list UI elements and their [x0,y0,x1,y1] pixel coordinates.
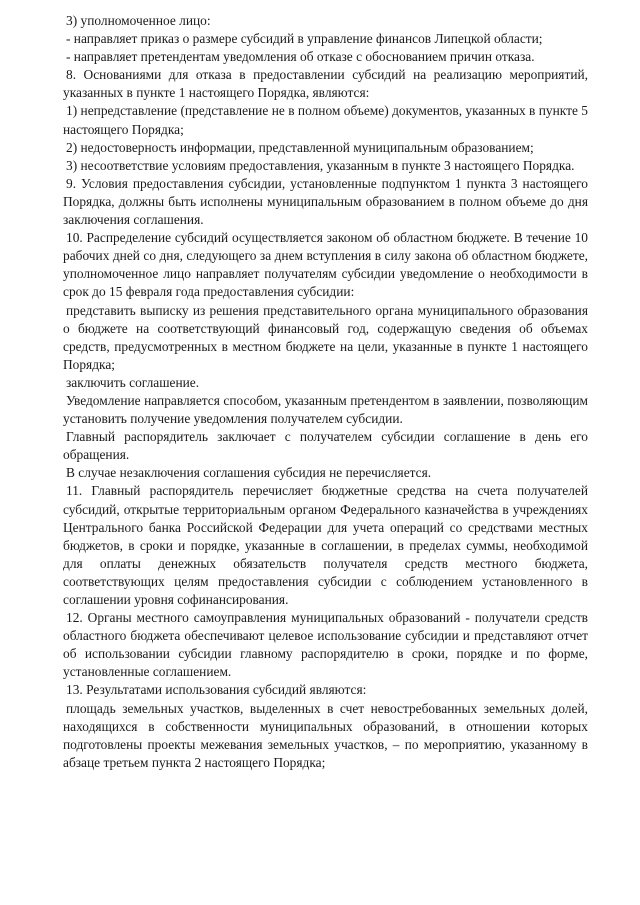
paragraph-4: 8. Основаниями для отказа в предоставлении субсидий на реализацию мероприятий, указанных в пункте 1 настоящего Порядка, являются: [63,67,588,101]
paragraph-11: заключить соглашение. [66,374,200,390]
paragraph-12: Уведомление направляется способом, указанным претендентом в заявлении, позволяющим установить получение уведомления получателем субсидии. [63,392,588,427]
paragraph-14: В случае незаключения соглашения субсидия не перечисляется. [66,465,432,481]
paragraph-8: 9. Условия предоставления субсидии, установленные подпунктом 1 пункта 3 настоящего Порядка, должны быть исполнены муниципальным образованием в полном объеме до дня заключения соглашения. [63,175,588,228]
paragraph-3: - направляет претендентам уведомления об отказе с обоснованием причин отказа. [66,49,535,65]
paragraph-9: 10. Распределение субсидий осуществляется законом об областном бюджете. В течение 10 рабочих дней со дня, следующего за днем вступления в силу закона об областном бюджете, уполномоченное лицо направляет получателям субсидии уведомление о необходимости в срок до 15 февраля года предоставления субсидии: [63,230,588,300]
paragraph-15: 11. Главный распорядитель перечисляет бюджетные средства на счета получателей субсидий, открытые территориальным органом Федерального казначейства в учреждениях Центрального банка Российской Федерации для учета операций со средствами местных бюджетов, в сроки и порядке, указанные в соглашении, в пределах суммы, необходимой для оплаты денежных обязательств получателя средств местного бюджета, соответствующих целям предоставления субсидии с соблюдением установленного в соглашении уровня софинансирования. [63,483,588,607]
paragraph-2: - направляет приказ о размере субсидий в управление финансов Липецкой области; [66,31,543,47]
paragraph-10: представить выписку из решения представительного органа муниципального образования о бюджете на соответствующий финансовый год, содержащую сведения об объемах средств, предусмотренных в местном бюджете на цели, указанные в пункте 1 настоящего Порядка; [63,302,588,372]
paragraph-17: 13. Результатами использования субсидий являются: [66,682,367,698]
paragraph-16: 12. Органы местного самоуправления муниципальных образований - получатели средств областного бюджета обеспечивают целевое использование субсидии и представляют отчет об использовании субсидии главному распорядителю в сроки, порядке и по форме, установленные соглашением. [63,610,588,680]
paragraph-7: 3) несоответствие условиям предоставления, указанным в пункте 3 настоящего Порядка. [66,157,575,173]
paragraph-18: площадь земельных участков, выделенных в счет невостребованных земельных долей, находящихся в собственности муниципальных образований, в отношении которых подготовлены проекты межевания земельных участков, – по мероприятию, указанному в абзаце третьем пункта 2 настоящего Порядка; [63,700,588,770]
paragraph-5: 1) непредставление (представление не в полном объеме) документов, указанных в пункте 5 настоящего Порядка; [63,103,588,137]
paragraph-1: 3) уполномоченное лицо: [66,13,211,28]
paragraph-13: Главный распорядитель заключает с получателем субсидии соглашение в день его обращения. [63,429,588,463]
paragraph-6: 2) недостоверность информации, представленной муниципальным образованием; [66,139,534,155]
